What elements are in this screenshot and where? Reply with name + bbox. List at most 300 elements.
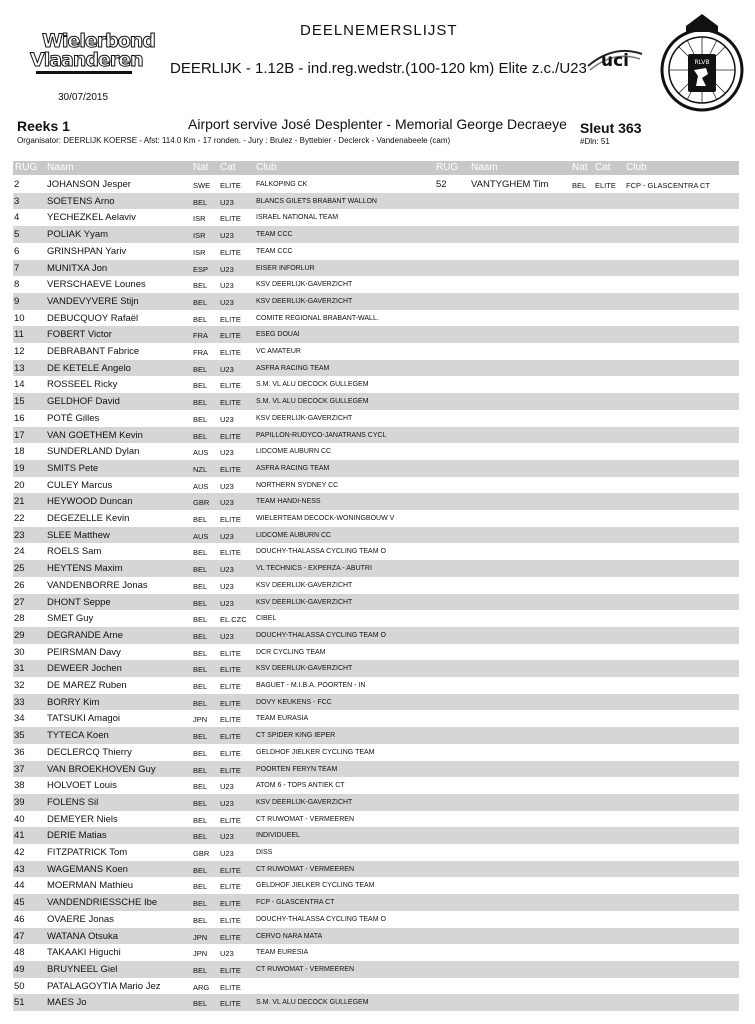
rider-club: GELDHOF JIELKER CYCLING TEAM bbox=[256, 748, 375, 756]
rider-rug: 47 bbox=[14, 930, 25, 942]
rider-name: HOLVOET Louis bbox=[47, 780, 117, 792]
rider-nat: JPN bbox=[193, 715, 208, 725]
rider-club: ESEG DOUAI bbox=[256, 331, 300, 339]
document-title: DEELNEMERSLIJST bbox=[300, 22, 458, 39]
rider-nat: BEL bbox=[193, 314, 208, 324]
rider-club: FALKOPING CK bbox=[256, 181, 308, 188]
table-row bbox=[13, 844, 739, 861]
rider-name: POTÉ Gilles bbox=[47, 412, 100, 424]
rider-cat: ELITE bbox=[220, 398, 241, 408]
table-row bbox=[13, 326, 739, 343]
rider-rug: 24 bbox=[14, 546, 25, 558]
table-row bbox=[13, 393, 739, 410]
rider-club: EISER INFORLUR bbox=[256, 264, 315, 272]
rider-club: CT SPIDER KING IEPER bbox=[256, 732, 336, 740]
rider-rug: 16 bbox=[14, 412, 25, 424]
rider-name: SLEE Matthew bbox=[47, 529, 110, 541]
rider-cat: ELITE bbox=[220, 214, 241, 224]
rider-name: SUNDERLAND Dylan bbox=[47, 446, 140, 458]
rider-cat: U23 bbox=[220, 281, 234, 291]
rider-nat: BEL bbox=[193, 865, 208, 875]
rider-club: WIELERTEAM DECOCK-WONINGBOUW V bbox=[256, 515, 395, 522]
rider-nat: BEL bbox=[193, 882, 208, 892]
rider-club: TEAM HANDI-NESS bbox=[256, 498, 321, 506]
rider-cat: ELITE bbox=[220, 815, 241, 825]
rider-rug: 10 bbox=[14, 312, 25, 324]
col-naam-right: Naam bbox=[471, 162, 498, 173]
table-row bbox=[13, 877, 739, 894]
rider-cat: ELITE bbox=[220, 548, 241, 558]
rider-nat: AUS bbox=[193, 531, 209, 541]
rider-name: DEGEZELLE Kevin bbox=[47, 513, 130, 524]
rider-rug: 17 bbox=[14, 429, 25, 441]
table-row bbox=[13, 343, 739, 360]
rider-cat: U23 bbox=[220, 631, 234, 641]
rider-nat: JPN bbox=[193, 932, 208, 942]
rider-club: KSV DEERLIJK-GAVERZICHT bbox=[256, 798, 353, 806]
rider-nat: FRA bbox=[193, 331, 208, 341]
rider-nat: BEL bbox=[193, 364, 208, 374]
rider-nat: BEL bbox=[193, 765, 208, 775]
table-row bbox=[13, 594, 739, 611]
rider-rug: 35 bbox=[14, 730, 25, 742]
rider-cat: ELITE bbox=[220, 381, 241, 391]
rider-nat: BEL bbox=[193, 297, 208, 307]
rider-nat: ISR bbox=[193, 231, 206, 241]
rider-club: VL TECHNICS - EXPERZA - ABUTRI bbox=[256, 565, 372, 573]
table-row bbox=[13, 677, 739, 694]
table-row bbox=[13, 226, 739, 243]
rider-cat: ELITE bbox=[220, 648, 241, 658]
rider-nat: BEL bbox=[193, 414, 208, 424]
table-row bbox=[13, 477, 739, 494]
rider-club: CIBEL bbox=[256, 615, 277, 623]
rider-rug: 23 bbox=[14, 529, 25, 541]
rider-name: HEYWOOD Duncan bbox=[47, 496, 133, 508]
rider-nat: BEL bbox=[193, 698, 208, 708]
rider-rug: 3 bbox=[14, 195, 20, 207]
rider-name: POLIAK Yyam bbox=[47, 229, 109, 241]
col-naam: Naam bbox=[47, 162, 74, 173]
rider-rug: 25 bbox=[14, 563, 25, 575]
rider-rug: 32 bbox=[14, 680, 25, 691]
rider-cat: U23 bbox=[220, 598, 234, 608]
col-nat: Nat bbox=[193, 162, 209, 173]
rider-cat: U23 bbox=[220, 264, 234, 274]
rider-club: DOVY KEUKENS - FCC bbox=[256, 698, 332, 706]
rider-nat: NZL bbox=[193, 464, 208, 474]
rider-club: ASFRA RACING TEAM bbox=[256, 464, 330, 472]
rider-name: VAN GOETHEM Kevin bbox=[47, 429, 143, 441]
table-row bbox=[13, 493, 739, 510]
race-name: Airport servive José Desplenter - Memorial George Decraeye bbox=[188, 116, 567, 132]
rider-name: DEMEYER Niels bbox=[47, 813, 118, 825]
rider-nat: BEL bbox=[193, 832, 208, 842]
rider-rug: 12 bbox=[14, 346, 25, 357]
rider-nat: JPN bbox=[193, 949, 208, 959]
rider-nat: BEL bbox=[193, 782, 208, 792]
col-rug: RUG bbox=[15, 162, 38, 173]
rider-nat: BEL bbox=[193, 915, 208, 925]
rider-cat: U23 bbox=[220, 364, 234, 374]
rider-cat: ELITE bbox=[220, 915, 241, 925]
rider-name: DHONT Seppe bbox=[47, 596, 111, 608]
sleut-label: Sleut 363 bbox=[580, 120, 642, 136]
rider-club: INDIVIDUEEL bbox=[256, 832, 300, 840]
rider-club: DOUCHY-THALASSA CYCLING TEAM O bbox=[256, 631, 386, 639]
table-row bbox=[13, 727, 739, 744]
rider-club: CT RUWOMAT - VERMEEREN bbox=[256, 865, 355, 873]
rider-nat-right: BEL bbox=[572, 181, 587, 190]
rider-name: BRUYNEEL Giel bbox=[47, 963, 118, 975]
table-row bbox=[13, 527, 739, 544]
table-row bbox=[13, 410, 739, 427]
rider-cat: U23 bbox=[220, 565, 234, 575]
table-row bbox=[13, 644, 739, 661]
rider-club: GELDHOF JIELKER CYCLING TEAM bbox=[256, 882, 375, 890]
rider-cat: U23 bbox=[220, 949, 234, 959]
rider-name: DEBRABANT Fabrice bbox=[47, 346, 140, 357]
rider-name: PATALAGOYTIA Mario Jez bbox=[47, 980, 161, 992]
table-row bbox=[13, 443, 739, 460]
col-cat: Cat bbox=[220, 162, 236, 173]
rider-name: FOLENS Sil bbox=[47, 796, 99, 808]
rider-nat: ESP bbox=[193, 264, 209, 274]
rider-club: KSV DEERLIJK-GAVERZICHT bbox=[256, 297, 353, 305]
rider-cat: U23 bbox=[220, 231, 234, 241]
rider-club: ASFRA RACING TEAM bbox=[256, 364, 330, 372]
table-row bbox=[13, 260, 739, 277]
race-series: Reeks 1 bbox=[17, 118, 70, 134]
rider-name: FOBERT Victor bbox=[47, 329, 112, 341]
rider-rug: 8 bbox=[14, 279, 20, 291]
col-nat-right: Nat bbox=[572, 162, 588, 173]
rider-club: DOUCHY-THALASSA CYCLING TEAM O bbox=[256, 915, 386, 923]
rider-nat: BEL bbox=[193, 648, 208, 658]
rider-nat: BEL bbox=[193, 398, 208, 408]
rider-nat: ARG bbox=[193, 982, 210, 992]
rider-nat: BEL bbox=[193, 665, 208, 675]
rider-cat: ELITE bbox=[220, 665, 241, 675]
rider-rug: 38 bbox=[14, 780, 25, 792]
rider-nat: SWE bbox=[193, 181, 211, 190]
rider-club: TEAM CCC bbox=[256, 231, 293, 239]
rider-club: CERVO NARA MATA bbox=[256, 932, 323, 940]
uci-logo-text: uci bbox=[601, 51, 630, 71]
table-row bbox=[13, 777, 739, 794]
table-row bbox=[13, 560, 739, 577]
col-club: Club bbox=[256, 162, 277, 173]
rider-name: FITZPATRICK Tom bbox=[47, 847, 128, 858]
rider-rug: 34 bbox=[14, 713, 25, 725]
table-row bbox=[13, 978, 739, 995]
table-row bbox=[13, 427, 739, 444]
rider-name: DECLERCQ Thierry bbox=[47, 746, 132, 758]
rider-nat: BEL bbox=[193, 615, 208, 625]
rider-nat: BEL bbox=[193, 899, 208, 909]
seal-text: RLVB bbox=[694, 59, 710, 66]
table-row bbox=[13, 911, 739, 928]
rider-nat: BEL bbox=[193, 598, 208, 608]
table-row bbox=[13, 710, 739, 727]
table-row bbox=[13, 376, 739, 393]
rider-club: CT RUWOMAT - VERMEEREN bbox=[256, 965, 355, 973]
table-row bbox=[13, 660, 739, 677]
rider-rug: 13 bbox=[14, 362, 25, 374]
rider-club: BAGUET - M.I.B.A. POORTEN - IN bbox=[256, 682, 366, 689]
rider-club: POORTEN FERYN TEAM bbox=[256, 765, 338, 773]
rider-nat: BEL bbox=[193, 548, 208, 558]
rider-rug: 49 bbox=[14, 963, 25, 975]
table-row bbox=[13, 360, 739, 377]
rider-club: KSV DEERLIJK-GAVERZICHT bbox=[256, 665, 353, 673]
logo-line1: Wielerbond bbox=[42, 30, 155, 52]
rider-nat: BEL bbox=[193, 631, 208, 641]
rider-cat: U23 bbox=[220, 832, 234, 842]
rider-nat: BEL bbox=[193, 965, 208, 975]
rider-rug: 5 bbox=[14, 229, 20, 241]
rider-nat: BEL bbox=[193, 431, 208, 441]
rider-club-right: FCP - GLASCENTRA CT bbox=[626, 181, 711, 190]
rider-cat: ELITE bbox=[220, 247, 241, 257]
rider-name: TAKAAKI Higuchi bbox=[47, 947, 121, 959]
rider-cat: U23 bbox=[220, 531, 234, 541]
rider-nat: AUS bbox=[193, 481, 209, 491]
table-row bbox=[13, 961, 739, 978]
rider-cat: ELITE bbox=[220, 314, 241, 324]
rider-club: BLANCS GILETS BRABANT WALLON bbox=[256, 197, 377, 205]
table-row bbox=[13, 811, 739, 828]
rider-cat: ELITE bbox=[220, 331, 241, 341]
col-cat-right: Cat bbox=[595, 162, 611, 173]
rider-name: DERIE Matias bbox=[47, 830, 107, 842]
rider-name: VAN BROEKHOVEN Guy bbox=[47, 763, 156, 775]
rider-nat: GBR bbox=[193, 498, 210, 508]
rider-club: LIDCOME AUBURN CC bbox=[256, 448, 332, 456]
rider-club: S.M. VL ALU DECOCK GULLEGEM bbox=[256, 999, 369, 1007]
rider-nat: GBR bbox=[193, 849, 210, 858]
rider-cat: ELITE bbox=[220, 698, 241, 708]
rider-rug: 50 bbox=[14, 980, 25, 992]
rider-cat: ELITE bbox=[220, 748, 241, 758]
rider-nat: AUS bbox=[193, 448, 209, 458]
rider-rug: 21 bbox=[14, 496, 25, 508]
rider-cat: U23 bbox=[220, 197, 234, 207]
rider-rug: 41 bbox=[14, 830, 25, 842]
rider-club: LIDCOME AUBURN CC bbox=[256, 531, 332, 539]
rider-nat: ISR bbox=[193, 247, 206, 257]
rider-rug: 40 bbox=[14, 813, 25, 825]
rider-name: MAES Jo bbox=[47, 997, 87, 1009]
col-club-right: Club bbox=[626, 162, 647, 173]
rider-name: MUNITXA Jon bbox=[47, 262, 108, 274]
rider-name: MOERMAN Mathieu bbox=[47, 880, 134, 892]
rider-name: GRINSHPAN Yariv bbox=[47, 245, 127, 257]
rider-name: YECHEZKEL Aelaviv bbox=[47, 212, 136, 224]
table-row bbox=[13, 861, 739, 878]
rider-club: TEAM EURESIA bbox=[256, 949, 309, 957]
table-row bbox=[13, 994, 739, 1011]
rider-name: DEGRANDE Arne bbox=[47, 629, 124, 641]
table-row bbox=[13, 761, 739, 778]
rider-rug: 9 bbox=[14, 295, 20, 307]
rider-rug: 14 bbox=[14, 379, 25, 391]
table-row bbox=[13, 460, 739, 477]
rider-name: ROSSEEL Ricky bbox=[47, 379, 118, 391]
table-row bbox=[13, 694, 739, 711]
rider-rug: 11 bbox=[14, 329, 24, 341]
rider-nat: BEL bbox=[193, 515, 208, 524]
rider-club: CT RUWOMAT - VERMEEREN bbox=[256, 815, 355, 823]
uci-logo bbox=[584, 44, 646, 74]
organizer-line: Organisator: DEERLIJK KOERSE - Afst: 114.0 Km - 17 ronden. - Jury : Brulez - Byttebier - Declerck - Vandenabeele (cam) bbox=[17, 136, 451, 145]
rider-rug: 29 bbox=[14, 629, 25, 641]
rider-cat: ELITE bbox=[220, 181, 241, 190]
rider-club: DOUCHY-THALASSA CYCLING TEAM O bbox=[256, 548, 386, 556]
rider-nat: BEL bbox=[193, 281, 208, 291]
rider-rug: 51 bbox=[14, 997, 25, 1009]
rider-rug: 30 bbox=[14, 646, 25, 658]
rlvb-seal bbox=[658, 12, 750, 112]
race-subtitle: DEERLIJK - 1.12B - ind.reg.wedstr.(100-120 km) Elite z.c./U23 bbox=[170, 60, 587, 77]
col-rug-right: RUG bbox=[436, 162, 459, 173]
rider-cat: ELITE bbox=[220, 932, 241, 942]
rider-nat: BEL bbox=[193, 197, 208, 207]
rider-club: DISS bbox=[256, 849, 273, 856]
rider-name: PEIRSMAN Davy bbox=[47, 646, 121, 658]
rider-cat: ELITE bbox=[220, 431, 241, 441]
rider-name: SMET Guy bbox=[47, 613, 94, 625]
table-row bbox=[13, 744, 739, 761]
rider-cat: U23 bbox=[220, 414, 234, 424]
table-row bbox=[13, 928, 739, 945]
table-row bbox=[13, 243, 739, 260]
rider-rug: 19 bbox=[14, 462, 25, 474]
rider-club: ATOM 6 - TOPS ANTIEK CT bbox=[256, 782, 345, 790]
rider-club: ISRAEL NATIONAL TEAM bbox=[256, 214, 339, 222]
table-row bbox=[13, 794, 739, 811]
rider-name: BORRY Kim bbox=[47, 696, 100, 708]
rider-cat: ELITE bbox=[220, 965, 241, 975]
rider-cat: ELITE bbox=[220, 715, 241, 725]
rider-cat: U23 bbox=[220, 498, 234, 508]
rider-rug: 27 bbox=[14, 596, 25, 608]
rider-rug: 2 bbox=[14, 179, 20, 190]
rider-name: OVAERE Jonas bbox=[47, 913, 114, 925]
rider-name: VANDENDRIESSCHE Ibe bbox=[47, 897, 158, 909]
rider-club: KSV DEERLIJK-GAVERZICHT bbox=[256, 414, 353, 422]
rider-club: TEAM EURASIA bbox=[256, 715, 309, 723]
rider-rug: 26 bbox=[14, 579, 25, 591]
table-row bbox=[13, 510, 739, 527]
rider-rug-right: 52 bbox=[436, 179, 447, 190]
table-row bbox=[13, 543, 739, 560]
rider-cat: U23 bbox=[220, 849, 234, 858]
rider-nat: ISR bbox=[193, 214, 206, 224]
rider-cat: U23 bbox=[220, 782, 234, 792]
logo-underline bbox=[36, 71, 132, 74]
rider-name: HEYTENS Maxim bbox=[47, 563, 123, 575]
rider-club: NORTHERN SYDNEY CC bbox=[256, 481, 339, 489]
rider-club: PAPILLON-RUDYCO-JANATRANS CYCL bbox=[256, 431, 387, 439]
rider-name: WAGEMANS Koen bbox=[47, 863, 128, 875]
rider-name: SOETENS Arno bbox=[47, 195, 115, 207]
rider-cat: ELITE bbox=[220, 882, 241, 892]
rider-rug: 4 bbox=[14, 212, 20, 224]
rider-cat: ELITE bbox=[220, 865, 241, 875]
rider-club: FCP - GLASCENTRA CT bbox=[256, 899, 335, 907]
rider-nat: BEL bbox=[193, 798, 208, 808]
rider-nat: FRA bbox=[193, 348, 208, 357]
rider-nat: BEL bbox=[193, 581, 208, 591]
rider-cat: U23 bbox=[220, 481, 234, 491]
rider-rug: 18 bbox=[14, 446, 25, 458]
rider-name: GELDHOF David bbox=[47, 396, 120, 408]
rider-nat: BEL bbox=[193, 381, 208, 391]
rider-nat: BEL bbox=[193, 682, 208, 691]
rider-name: WATANA Otsuka bbox=[47, 930, 119, 942]
rider-rug: 20 bbox=[14, 479, 25, 491]
rider-rug: 28 bbox=[14, 613, 25, 625]
rider-nat: BEL bbox=[193, 732, 208, 742]
table-row bbox=[13, 827, 739, 844]
rider-rug: 31 bbox=[14, 663, 25, 675]
rider-cat: ELITE bbox=[220, 464, 241, 474]
rider-club: S.M. VL ALU DECOCK GULLEGEM bbox=[256, 381, 369, 389]
rider-rug: 42 bbox=[14, 847, 25, 858]
table-row bbox=[13, 293, 739, 310]
rider-club: DCR CYCLING TEAM bbox=[256, 648, 326, 656]
rider-cat: ELITE bbox=[220, 999, 241, 1009]
rider-rug: 46 bbox=[14, 913, 25, 925]
rider-club: TEAM CCC bbox=[256, 247, 293, 255]
rider-name: DEWEER Jochen bbox=[47, 663, 122, 675]
table-header bbox=[13, 161, 739, 175]
rider-rug: 22 bbox=[14, 513, 25, 524]
rider-club: KSV DEERLIJK-GAVERZICHT bbox=[256, 598, 353, 606]
table-row bbox=[13, 627, 739, 644]
rider-cat: U23 bbox=[220, 448, 234, 458]
rider-club: COMITE REGIONAL BRABANT-WALL. bbox=[256, 314, 379, 322]
rider-rug: 44 bbox=[14, 880, 25, 892]
wielerbond-vlaanderen-logo bbox=[30, 30, 155, 76]
rider-name: DEBUCQUOY Rafaël bbox=[47, 312, 139, 324]
table-row bbox=[13, 577, 739, 594]
rider-name: JOHANSON Jesper bbox=[47, 179, 131, 190]
rider-rug: 33 bbox=[14, 696, 25, 708]
rider-cat: ELITE bbox=[220, 982, 241, 992]
rider-name: ROELS Sam bbox=[47, 546, 102, 558]
rider-club: S.M. VL ALU DECOCK GULLEGEM bbox=[256, 398, 369, 406]
logo-line2: Vlaanderen bbox=[30, 49, 143, 71]
rider-rug: 45 bbox=[14, 897, 25, 909]
rider-rug: 37 bbox=[14, 763, 25, 775]
rider-cat: U23 bbox=[220, 798, 234, 808]
rider-cat: U23 bbox=[220, 297, 234, 307]
rider-name: VERSCHAEVE Lounes bbox=[47, 279, 146, 291]
rider-nat: BEL bbox=[193, 748, 208, 758]
document-date: 30/07/2015 bbox=[58, 92, 109, 103]
rider-name-right: VANTYGHEM Tim bbox=[471, 179, 549, 190]
rider-name: TYTECA Koen bbox=[47, 730, 109, 742]
rider-cat: EL.CZC bbox=[220, 615, 247, 625]
rider-cat: ELITE bbox=[220, 732, 241, 742]
rider-club: KSV DEERLIJK-GAVERZICHT bbox=[256, 581, 353, 589]
rider-rug: 39 bbox=[14, 796, 25, 808]
rider-rug: 36 bbox=[14, 746, 25, 758]
rider-name: DE MAREZ Ruben bbox=[47, 680, 127, 691]
rider-club: KSV DEERLIJK-GAVERZICHT bbox=[256, 281, 353, 289]
